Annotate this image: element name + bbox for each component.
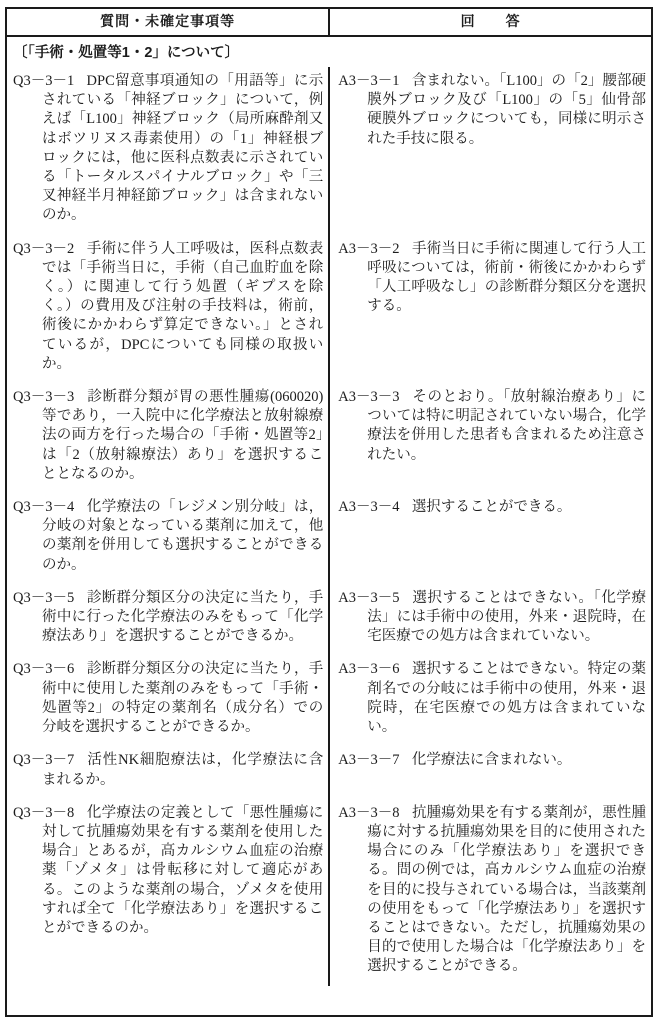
answer-cell	[330, 493, 651, 584]
answer-text: 選択することはできない。特定の薬剤名での分岐には手術中の使用，外来・退院時，在宅医療での処方は含まれていない。	[367, 661, 646, 736]
answer-label: A3－3－7	[338, 752, 400, 769]
answer-text: 化学療法に含まれない。	[411, 752, 572, 769]
question-text: 診断群分類区分の決定に当たり，手術中に行った化学療法のみをもって「化学療法あり」を選択することができるか。	[42, 589, 324, 645]
answer-label: A3－3－1	[338, 73, 400, 89]
question-paragraph	[13, 589, 323, 647]
qa-rows-container	[7, 67, 651, 986]
answer-paragraph	[338, 751, 646, 770]
answer-text: 手術当日に手術に関連して行う人工呼吸については，術前・術後にかかわらず「人工呼吸なし」の診断群分類区分を選択する。	[367, 240, 646, 315]
answer-paragraph	[338, 804, 646, 977]
qa-row	[7, 655, 651, 746]
answer-cell	[330, 655, 651, 746]
answer-label: A3－3－2	[338, 240, 400, 257]
question-paragraph	[13, 388, 323, 484]
qa-row	[7, 493, 651, 584]
answer-paragraph	[338, 240, 646, 317]
question-label: Q3－3－2	[13, 240, 75, 257]
question-label: Q3－3－5	[13, 589, 75, 606]
question-text: DPC留意事項通知の「用語等」に示されている「神経ブロック」について，例えば「L100」神経ブロック（局所麻酔剤又はボツリヌス毒素使用）の「1」神経根ブロックには，他に医科点数表に示されている「トータルスパイナルブロック」や「三叉神経半月神経節ブロック」は含まれないのか。	[42, 73, 324, 224]
answer-cell	[330, 799, 651, 986]
answer-paragraph	[338, 589, 646, 647]
qa-row	[7, 67, 651, 235]
answer-label: A3－3－3	[338, 389, 400, 406]
answer-paragraph	[338, 498, 646, 517]
qa-table	[5, 7, 653, 1017]
question-text: 診断群分類区分の決定に当たり，手術中に使用した薬剤のみをもって「手術・処置等2」の特定の薬剤名（成分名）での分岐を選択することができるか。	[42, 661, 324, 736]
answer-label: A3－3－5	[338, 589, 400, 606]
answer-text: 選択することはできない。「化学療法」には手術中の使用，外来・退院時，在宅医療での処方は含まれていない。	[367, 589, 646, 645]
answer-text: 含まれない。「L100」の「2」腰部硬膜外ブロック及び「L100」の「5」仙骨部硬膜外ブロックについても，同様に明示された手技に限る。	[367, 73, 646, 147]
question-column-header: 質問・未確定事項等	[7, 9, 330, 35]
question-paragraph	[13, 498, 323, 575]
question-text: 診断群分類が胃の悪性腫瘍(060020)等であり，一入院中に化学療法と放射線療法の両方を行った場合の「手術・処置等2」は「2（放射線療法）あり」を選択することとなるのか。	[42, 389, 324, 482]
question-label: Q3－3－7	[13, 752, 75, 769]
answer-text: そのとおり。「放射線治療あり」については特に明記されていない場合，化学療法を併用した患者も含まれるため注意されたい。	[367, 389, 646, 463]
question-text: 化学療法の定義として「悪性腫瘍に対して抗腫瘍効果を有する薬剤を使用した場合」とあるが，高カルシウム血症の治療薬「ゾメタ」は骨転移に対して適応がある。このような薬剤の場合，ゾメタを使用すれば全て「化学療法あり」を選択することができるのか。	[42, 804, 324, 936]
question-label: Q3－3－6	[13, 661, 75, 678]
qa-row	[7, 383, 651, 493]
question-text: 化学療法の「レジメン別分岐」は，分岐の対象となっている薬剤に加えて，他の薬剤を併用しても選択することができるのか。	[42, 499, 324, 573]
question-text: 手術に伴う人工呼吸は，医科点数表では「手術当日に，手術（自己血貯血を除く。）に関連して行う処置（ギプスを除く。）の費用及び注射の手技料は，術前，術後にかかわらず算定できない。」とされているが，DPCについても同様の取扱いか。	[42, 240, 324, 372]
answer-label: A3－3－4	[338, 499, 400, 516]
answer-label: A3－3－6	[338, 661, 400, 678]
answer-column-header: 回 答	[460, 13, 521, 29]
question-cell	[7, 584, 330, 656]
question-cell	[7, 235, 330, 383]
qa-row	[7, 584, 651, 656]
question-cell	[7, 746, 330, 798]
question-label: Q3－3－1	[13, 73, 75, 89]
question-cell	[7, 383, 330, 493]
question-label: Q3－3－3	[13, 389, 75, 406]
answer-cell	[330, 584, 651, 656]
question-text: 活性NK細胞療法は，化学療法に含まれるか。	[42, 752, 324, 788]
question-cell	[7, 67, 330, 235]
question-label: Q3－3－4	[13, 499, 75, 516]
answer-paragraph	[338, 72, 646, 149]
question-cell	[7, 799, 330, 986]
section-title: 〔「手術・処置等1・2」について〕	[13, 45, 240, 61]
question-paragraph	[13, 804, 323, 938]
answer-cell	[330, 67, 651, 235]
question-label: Q3－3－8	[13, 804, 75, 821]
answer-paragraph	[338, 388, 646, 465]
question-cell	[7, 493, 330, 584]
answer-text: 抗腫瘍効果を有する薬剤が，悪性腫瘍に対する抗腫瘍効果を目的に使用された場合にのみ「化学療法あり」を選択できる。問の例では，高カルシウム血症の治療を目的に投与されている場合は，当該薬剤の使用をもって「化学療法あり」を選択することはできない。ただし，抗腫瘍効果の目的で使用した場合は「化学療法あり」を選択することができる。	[367, 804, 646, 975]
answer-paragraph	[338, 660, 646, 737]
question-paragraph	[13, 72, 323, 226]
answer-cell	[330, 746, 651, 798]
qa-row	[7, 746, 651, 798]
question-cell	[7, 655, 330, 746]
table-header-row	[7, 9, 651, 37]
answer-text: 選択することができる。	[411, 499, 572, 516]
question-paragraph	[13, 240, 323, 374]
qa-row	[7, 799, 651, 986]
answer-cell	[330, 383, 651, 493]
answer-cell	[330, 235, 651, 383]
question-paragraph	[13, 660, 323, 737]
question-paragraph	[13, 751, 323, 789]
answer-label: A3－3－8	[338, 804, 400, 821]
qa-row	[7, 235, 651, 383]
